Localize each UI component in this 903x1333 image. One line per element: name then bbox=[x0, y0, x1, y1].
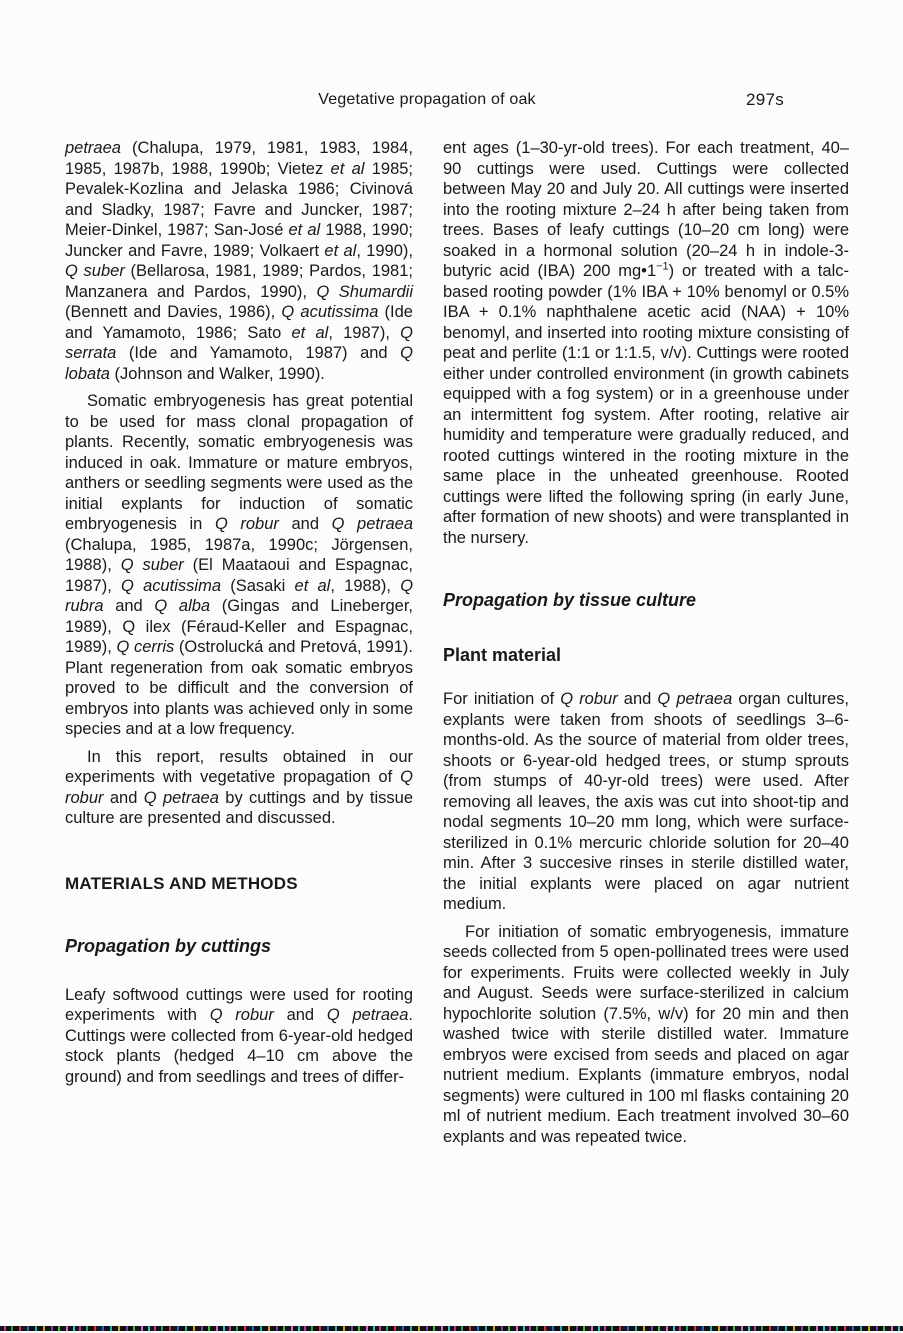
subsection-heading: Propagation by tissue culture bbox=[443, 590, 697, 610]
scan-edge-artifact bbox=[0, 1326, 903, 1331]
text-run: . Cuttings were collected from 6-year-old hedged stock plants (hedged 4–10 cm above the ground) and from seedlings and trees of differ- bbox=[65, 1006, 413, 1086]
italic-run: et al bbox=[291, 323, 329, 342]
text-run: 1988, 1990; Juncker and Favre, 1989; Volkaert bbox=[65, 221, 414, 260]
italic-run: Q petraea bbox=[326, 1006, 409, 1024]
text-run: and bbox=[103, 597, 155, 615]
italic-run: Q robur bbox=[214, 515, 279, 533]
paragraph bbox=[443, 922, 849, 1148]
text-run: In this report, results obtained in our experiments with vegetative propagation of bbox=[65, 747, 413, 786]
subsection-heading: Propagation by cuttings bbox=[65, 936, 272, 956]
text-run: (Ide and Yamamoto, 1986; Sato bbox=[65, 303, 413, 342]
page-number: 297s bbox=[746, 90, 785, 109]
text-run: (El Maataoui and Espagnac, 1987), bbox=[65, 556, 413, 595]
running-head-title: Vegetative propagation of oak bbox=[318, 91, 536, 108]
italic-run: Q robur bbox=[209, 1006, 274, 1024]
text-run: , 1988), bbox=[330, 576, 401, 595]
italic-run: Q robur bbox=[65, 768, 413, 807]
italic-run: Q suber bbox=[120, 556, 184, 574]
text-run: and bbox=[617, 690, 658, 708]
italic-run: Q acutissima bbox=[281, 303, 379, 321]
italic-run: Q robur bbox=[560, 690, 618, 708]
text-run: (Gingas and Lineberger, 1989), Q ilex (Féraud-Keller and Espagnac, 1989), bbox=[65, 597, 413, 656]
text-run: and bbox=[278, 515, 332, 533]
paragraph bbox=[443, 138, 849, 548]
text-run: (Sasaki bbox=[221, 576, 295, 595]
text-run: (Chalupa, 1985, 1987a, 1990c; Jörgensen, 1988), bbox=[65, 535, 413, 574]
text-run: and bbox=[273, 1006, 327, 1024]
paragraph bbox=[443, 689, 849, 915]
text-run: , 1990), bbox=[356, 241, 413, 260]
paragraph bbox=[65, 391, 413, 740]
text-run: Somatic embryogenesis has great potential to be used for mass clonal propagation of plants. Recently, somatic embryogenesis was induced in oak. Immature or mature embryos, anthers or seedling segments were used as the initial explants for induction of somatic embryogenesis in bbox=[65, 392, 413, 533]
italic-run: et al bbox=[324, 241, 357, 260]
italic-run: Q alba bbox=[154, 597, 211, 615]
text-run: (Bellarosa, 1981, 1989; Pardos, 1981; Manzanera and Pardos, 1990), bbox=[65, 262, 413, 301]
text-run: For initiation of somatic embryogenesis, immature seeds collected from 5 open-pollinated trees were used for experiments. Fruits were collected weekly in July and August. Seeds were surface-sterilized in calcium hypochlorite solution (7.5%, w/v) for 20 min and then washed twice with sterile distilled water. Immature embryos were excised from seeds and placed on agar nutrient medium. Explants (immature embryos, nodal segments) were cultured in 100 ml flasks containing 20 ml of nutrient medium. Each treatment involved 30–60 explants and was repeated twice. bbox=[443, 922, 849, 1146]
italic-run: Q Shumardii bbox=[316, 282, 413, 301]
text-run: by cuttings and by tissue culture are presented and discussed. bbox=[65, 788, 414, 827]
italic-run: et al bbox=[294, 576, 331, 595]
left-column bbox=[65, 138, 413, 1094]
text-run: , 1987), bbox=[328, 323, 401, 342]
italic-run: Q petraea bbox=[657, 690, 733, 708]
italic-run: Q petraea bbox=[143, 788, 219, 807]
text-run: ent ages (1–30-yr-old trees). For each treatment, 40–90 cuttings were used. Cuttings were collected between May 20 and July 20. All cuttings were inserted into the rooting mixture 2–24 h after being taken from trees. Bases of leafy cuttings (10–20 cm long) were soaked in a hormonal solution (20–24 h in indole-3-butyric acid (IBA) 200 mg•1 bbox=[443, 139, 849, 280]
italic-run: et al bbox=[288, 221, 321, 239]
text-run: ) or treated with a talc-based rooting powder (1% IBA + 10% benomyl or 0.5% IBA + 0.1% naphthalene acetic acid (NAA) + 10% benomyl, and inserted into rooting mixture consisting of peat and perlite (1:1 or 1:1.5, v/v). Cuttings were rooted either under controlled environment (in growth cabinets equipped with a fog system) or in a greenhouse under an intermittent fog system. After rooting, relative air humidity and temperature were gradually reduced, and rooted cuttings wintered in the rooting mixture in the same place in the unheated greenhouse. Rooted cuttings were lifted the following spring (in early June, after formation of new shoots) and were transplanted in the nursery. bbox=[443, 262, 849, 547]
text-run: (Bennett and Davies, 1986), bbox=[65, 303, 282, 321]
italic-run: Q lobata bbox=[65, 344, 413, 383]
section-heading: MATERIALS AND METHODS bbox=[65, 873, 298, 893]
text-run: (Chalupa, 1979, 1981, 1983, 1984, 1985, 1987b, 1988, 1990b; Vietez bbox=[65, 139, 413, 178]
italic-run: Q suber bbox=[65, 262, 125, 280]
text-run: Leafy softwood cuttings were used for rooting experiments with bbox=[65, 985, 413, 1024]
italic-run: Q serrata bbox=[65, 323, 413, 362]
text-run: and bbox=[103, 788, 144, 807]
paragraph bbox=[65, 747, 413, 829]
text-run: (Ostrolucká and Pretová, 1991). Plant regeneration from oak somatic embryos proved to be difficult and the conversion of embryos into plants was achieved only in some species and at a low frequency. bbox=[65, 638, 414, 738]
text-run: (Johnson and Walker, 1990). bbox=[109, 364, 325, 383]
italic-run: Q acutissima bbox=[121, 576, 222, 595]
right-column bbox=[443, 138, 849, 1154]
paragraph bbox=[65, 138, 413, 384]
italic-run: Q rubra bbox=[65, 576, 414, 615]
italic-run: et al bbox=[330, 159, 365, 178]
italic-run: Q petraea bbox=[331, 515, 414, 533]
italic-run: petraea bbox=[65, 139, 121, 157]
paragraph bbox=[65, 985, 413, 1088]
text-run: (Ide and Yamamoto, 1987) and bbox=[116, 344, 401, 362]
subsection-heading: Plant material bbox=[443, 644, 562, 665]
text-run: organ cultures, explants were taken from shoots of seedlings 3–6-months-old. As the source of material from older trees, shoots or 6-year-old hedged trees, or stump sprouts (from stumps of 40-yr-old trees) were used. After removing all leaves, the axis was cut into shoot-tip and nodal segments 10–20 mm long, which were surface-sterilized in 0.1% mercuric chloride solution for 20–40 min. After 3 succesive rinses in sterile distilled water, the initial explants were placed on agar nutrient medium. bbox=[443, 690, 849, 913]
text-run: For initiation of bbox=[443, 690, 561, 708]
italic-run: Q cerris bbox=[116, 638, 175, 656]
superscript-run: −1 bbox=[656, 260, 669, 273]
text-run: 1985; Pevalek-Kozlina and Jelaska 1986; Civinová and Sladky, 1987; Favre and Juncker, 1987; Meier-Dinkel, 1987; San-José bbox=[65, 159, 414, 239]
